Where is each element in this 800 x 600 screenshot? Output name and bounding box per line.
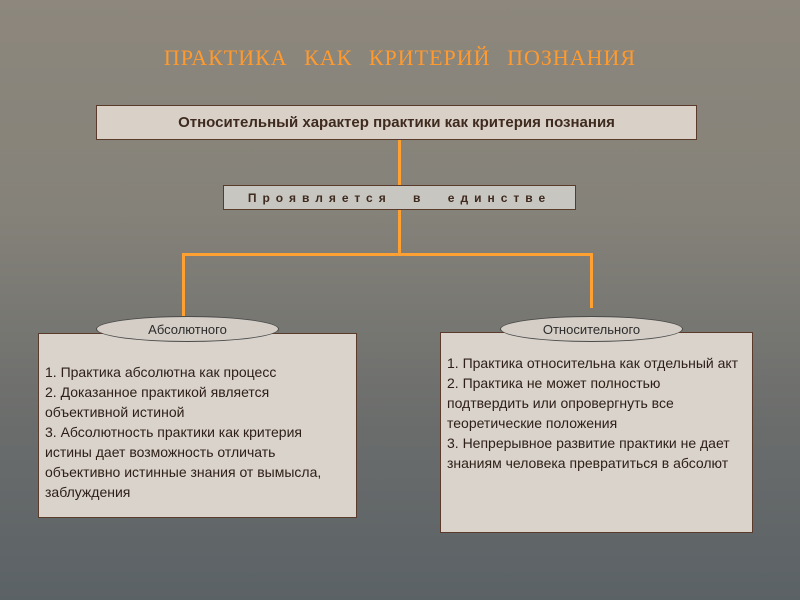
connector-horizontal [182,253,593,256]
connector-unity-down [398,210,401,255]
absolute-list-box [38,333,357,518]
connector-right-down [590,253,593,308]
relative-label-oval: Относительного [500,316,683,342]
unity-box: Проявляется в единстве [223,185,576,210]
slide-title: ПРАКТИКА КАК КРИТЕРИЙ ПОЗНАНИЯ [163,45,637,70]
absolute-item-2: 2. Доказанное практикой является объективной истиной [45,384,270,420]
connector-main-to-unity [398,140,401,185]
main-concept-box: Относительный характер практики как критерия познания [96,105,697,140]
connector-left-down [182,253,185,316]
relative-item-3: 3. Непрерывное развитие практики не дает знаниям человека превратиться в абсолют [447,435,730,471]
absolute-item-1: 1. Практика абсолютна как процесс [45,364,277,380]
absolute-label-oval: Абсолютного [96,316,279,342]
absolute-item-3: 3. Абсолютность практики как критерия истины дает возможность отличать объективно истинные знания от вымысла, заблуждения [45,424,322,500]
relative-list-box [440,332,753,533]
relative-item-2: 2. Практика не может полностью подтвердить или опровергнуть все теоретические положения [447,375,674,431]
relative-item-1: 1. Практика относительна как отдельный акт [447,355,739,371]
